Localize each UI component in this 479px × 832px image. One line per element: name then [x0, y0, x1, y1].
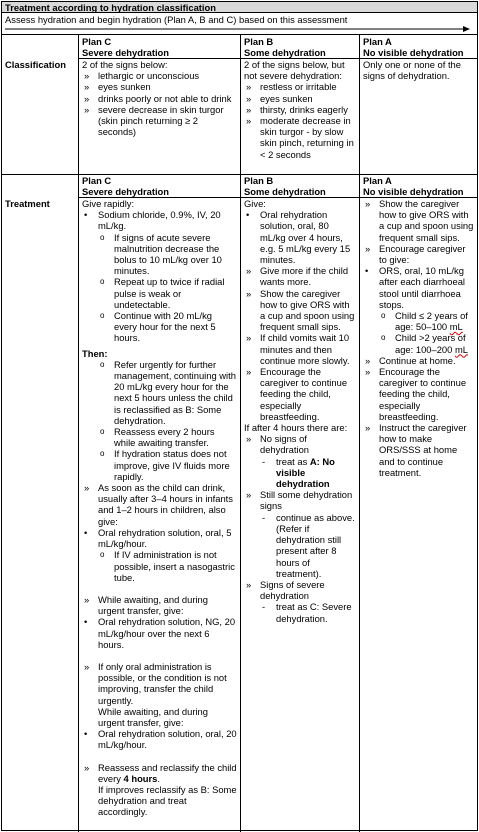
- list-item: » Still some dehydration signs: [244, 489, 356, 511]
- list-item: o Child >2 years of age: 100–200 mL: [379, 332, 474, 354]
- list-item: » eyes sunken: [244, 93, 356, 104]
- plan-a-header: [360, 35, 477, 58]
- plan-b-name: Plan B: [244, 175, 274, 186]
- list-item: o Child ≤ 2 years of age: 50–100 mL: [379, 310, 474, 332]
- if-only-text: » If only oral administration is possible, or the condition is not improving, transfer the child urgently.: [98, 660, 227, 706]
- classification-b: [241, 58, 359, 174]
- treatment-table: [1, 1, 478, 831]
- plan-b-name: Plan B: [244, 36, 274, 47]
- list-item: » If child vomits wait 10 minutes and then continue more slowly.: [244, 332, 356, 366]
- subtitle-text: Assess hydration and begin hydration (Plan A, B and C) based on this assessment: [5, 14, 348, 25]
- treatment-label: Treatment: [5, 198, 50, 209]
- plan-b-header-2: [241, 174, 359, 197]
- list-item: » moderate decrease in skin turgor - by slow skin pinch, returning in < 2 seconds: [244, 115, 356, 160]
- after-4-hours: If after 4 hours there are:: [244, 422, 348, 434]
- list-item: • Sodium chloride, 0.9%, IV, 20 mL/kg.: [82, 209, 237, 231]
- plan-c-name: Plan C: [82, 36, 112, 47]
- list-item: o Refer urgently for further management, continuing with 20 mL/kg every hour for the next 5 hours unless the child is reclassified as B: Some dehydration.: [98, 359, 237, 426]
- list-item: • Oral rehydration solution, oral, 20 mL/kg/hour.: [82, 728, 237, 750]
- classification-label: Classification: [5, 59, 66, 70]
- arrow-right-icon: [5, 26, 470, 32]
- classification-a-text: Only one or none of the signs of dehydration.: [363, 59, 461, 82]
- list-item: » drinks poorly or not able to drink: [82, 93, 237, 104]
- list-item: » Encourage caregiver to give:: [363, 243, 474, 265]
- reassess-text: » Reassess and reclassify the child every 4 hours.: [98, 761, 237, 784]
- list-item: o Reassess every 2 hours while awaiting transfer.: [98, 426, 237, 448]
- list-item: - treat as C: Severe dehydration.: [260, 601, 356, 623]
- list-item: o Continue with 20 mL/kg every hour for the next 5 hours.: [98, 310, 237, 344]
- classification-c-intro: 2 of the signs below:: [82, 59, 168, 70]
- give-label: Give:: [244, 198, 266, 209]
- list-item: » eyes sunken: [82, 81, 237, 92]
- list-item: » While awaiting, and during urgent transfer, give:: [82, 594, 237, 616]
- list-item: » No signs of dehydration: [244, 433, 356, 455]
- list-item: » Show the caregiver how to give ORS with a cup and spoon using frequent small sips.: [244, 288, 356, 333]
- plan-b-header: [241, 35, 359, 58]
- plan-c-header-2: [79, 174, 240, 197]
- plan-a-name: Plan A: [363, 36, 392, 47]
- list-item: • Oral rehydration solution, oral, 80 mL/kg over 4 hours, e.g. 5 mL/kg every 15 minutes.: [244, 209, 356, 265]
- if-improves-text: If improves reclassify as B: Some dehydration and treat accordingly.: [98, 783, 237, 818]
- list-item: • Oral rehydration solution, NG, 20 mL/kg/hour over the next 6 hours.: [82, 616, 237, 650]
- list-item: » As soon as the child can drink, usually after 3–4 hours in infants and 1–2 hours in children, also give:: [82, 482, 237, 527]
- list-item: » Encourage the caregiver to continue feeding the child, especially breastfeeding.: [363, 366, 474, 422]
- classification-a: [360, 58, 477, 174]
- plan-a-name: Plan A: [363, 175, 392, 186]
- list-item: » Show the caregiver how to give ORS with a cup and spoon using frequent small sips.: [363, 198, 474, 243]
- plan-c-name: Plan C: [82, 175, 112, 186]
- list-item: - continue as above. (Refer if dehydration still present after 8 hours of treatment).: [260, 512, 356, 579]
- list-item: » Signs of severe dehydration: [244, 579, 356, 601]
- list-item: » Continue at home.: [363, 355, 474, 366]
- list-item: » Give more if the child wants more.: [244, 265, 356, 287]
- list-item: o Repeat up to twice if radial pulse is weak or undetectable.: [98, 276, 237, 310]
- plan-c-severity: Severe dehydration: [82, 186, 170, 197]
- give-rapidly: Give rapidly:: [82, 198, 135, 209]
- plan-a-severity: No visible dehydration: [363, 47, 464, 58]
- then-heading: Then:: [82, 347, 108, 359]
- plan-b-severity: Some dehydration: [244, 186, 326, 197]
- plan-a-header-2: [360, 174, 477, 197]
- list-item: • ORS, oral, 10 mL/kg after each diarrhoeal stool until diarrhoea stops.: [363, 265, 474, 310]
- list-item: [82, 661, 237, 728]
- plan-b-severity: Some dehydration: [244, 47, 326, 58]
- treatment-b: [241, 197, 359, 832]
- list-item: - treat as A: No visible dehydration: [260, 456, 356, 490]
- list-item: • Oral rehydration solution, oral, 5 mL/kg/hour.: [82, 527, 237, 549]
- plan-c-severity: Severe dehydration: [82, 47, 170, 58]
- list-item: [82, 762, 237, 818]
- list-item: » severe decrease in skin turgor (skin pinch returning ≥ 2 seconds): [82, 104, 237, 138]
- classification-c: [79, 58, 240, 174]
- list-item: » lethargic or unconscious: [82, 70, 237, 81]
- list-item: o If hydration status does not improve, give IV fluids more rapidly.: [98, 448, 237, 482]
- plan-c-header: [79, 35, 240, 58]
- treatment-c: [79, 197, 240, 832]
- list-item: » thirsty, drinks eagerly: [244, 104, 356, 115]
- list-item: » restless or irritable: [244, 81, 356, 92]
- list-item: o If signs of acute severe malnutrition decrease the bolus to 10 mL/kg over 10 minutes.: [98, 232, 237, 277]
- classification-b-intro: 2 of the signs below, but not severe dehydration:: [244, 59, 345, 82]
- list-item: » Instruct the caregiver how to make ORS/SSS at home and to continue treatment.: [363, 422, 474, 478]
- list-item: » Encourage the caregiver to continue feeding the child, especially breastfeeding.: [244, 366, 356, 422]
- list-item: o If IV administration is not possible, insert a nasogastric tube.: [98, 549, 237, 583]
- treatment-a: [360, 197, 477, 832]
- table-title: Treatment according to hydration classification: [2, 2, 477, 13]
- awaiting-text: While awaiting, and during urgent transfer, give:: [98, 705, 208, 728]
- plan-a-severity: No visible dehydration: [363, 186, 464, 197]
